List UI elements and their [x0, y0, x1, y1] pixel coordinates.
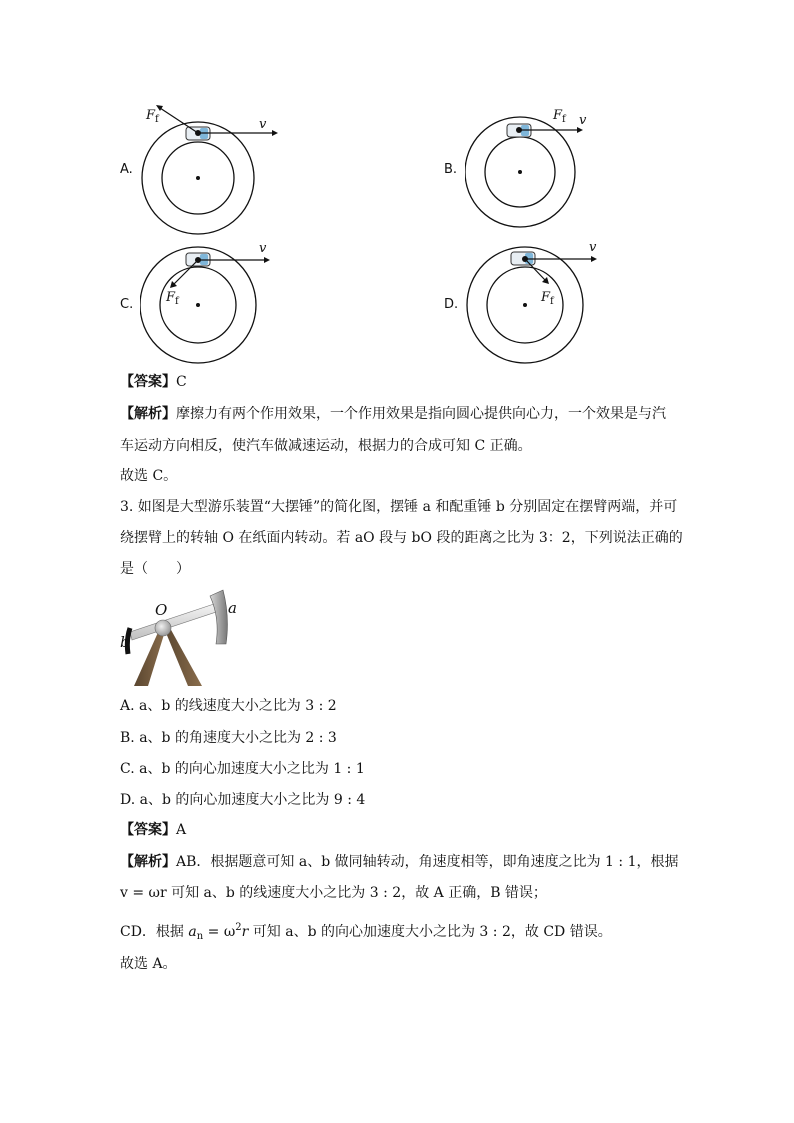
q3-option-c: C. a、b 的向心加速度大小之比为 1 : 1 — [120, 761, 365, 777]
option-c-force-label: $F_f$ — [166, 290, 179, 307]
q3-analysis-line-1: 【解析】AB．根据题意可知 a、b 做同轴转动，角速度相等，即角速度之比为 1 : 1，根据 — [120, 854, 679, 870]
pendulum-label-o: O — [155, 601, 168, 619]
option-a-force-label: $F_f$ — [146, 108, 159, 125]
analysis-tag: 【解析】 — [120, 406, 176, 422]
q3-option-a: A. a、b 的线速度大小之比为 3 : 2 — [120, 698, 337, 714]
answer-tag: 【答案】 — [120, 374, 176, 390]
option-b-force-label: $F_f$ — [553, 108, 566, 125]
answer-value: A — [176, 822, 187, 838]
q3-conclusion: 故选 A。 — [120, 956, 177, 972]
option-a-figure — [140, 100, 310, 235]
option-a-letter: A. — [120, 162, 133, 177]
q3-stem-line-3: 是（ ） — [120, 561, 190, 577]
option-b-letter: B. — [444, 162, 458, 177]
option-b-velocity-label: v — [579, 113, 587, 128]
pendulum-label-b: b — [120, 633, 130, 651]
q3-answer — [120, 820, 186, 840]
answer-tag: 【答案】 — [120, 822, 176, 838]
q3-stem-line-1: 3. 如图是大型游乐装置“大摆锤”的简化图，摆锤 a 和配重锤 b 分别固定在摆臂两端，并可 — [120, 499, 678, 515]
option-b-figure — [465, 100, 635, 235]
q3-analysis-line-3: CD．根据 $a_n = \omega^2r$ 可知 a、b 的向心加速度大小之比为 3 : 2，故 CD 错误。 — [120, 922, 612, 942]
q3-analysis-line-2: v = ωr 可知 a、b 的线速度大小之比为 3 : 2，故 A 正确，B 错误； — [120, 885, 547, 901]
answer-value: C — [176, 374, 187, 390]
q2-answer — [120, 372, 187, 392]
track-diagram-a — [140, 100, 310, 235]
q3-option-d: D. a、b 的向心加速度大小之比为 9 : 4 — [120, 792, 366, 808]
analysis-tag: 【解析】 — [120, 854, 176, 870]
q2-conclusion: 故选 C。 — [120, 468, 178, 484]
q2-analysis-line-2: 车运动方向相反，使汽车做减速运动，根据力的合成可知 C 正确。 — [120, 438, 532, 454]
q3-stem-line-2: 绕摆臂上的转轴 O 在纸面内转动。若 aO 段与 bO 段的距离之比为 3：2，下列说法正确的 — [120, 530, 683, 546]
pendulum-label-a: a — [228, 599, 237, 617]
q2-analysis-line-1: 【解析】摩擦力有两个作用效果，一个作用效果是指向圆心提供向心力，一个效果是与汽 — [120, 406, 666, 422]
option-a-velocity-label: v — [259, 117, 267, 132]
option-d-force-label: $F_f$ — [541, 290, 554, 307]
option-d-velocity-label: v — [589, 240, 597, 255]
q3-option-b: B. a、b 的角速度大小之比为 2 : 3 — [120, 730, 337, 746]
option-d-letter: D. — [444, 297, 459, 312]
option-c-letter: C. — [120, 297, 134, 312]
option-c-velocity-label: v — [259, 241, 267, 256]
track-diagram-b — [465, 100, 635, 235]
